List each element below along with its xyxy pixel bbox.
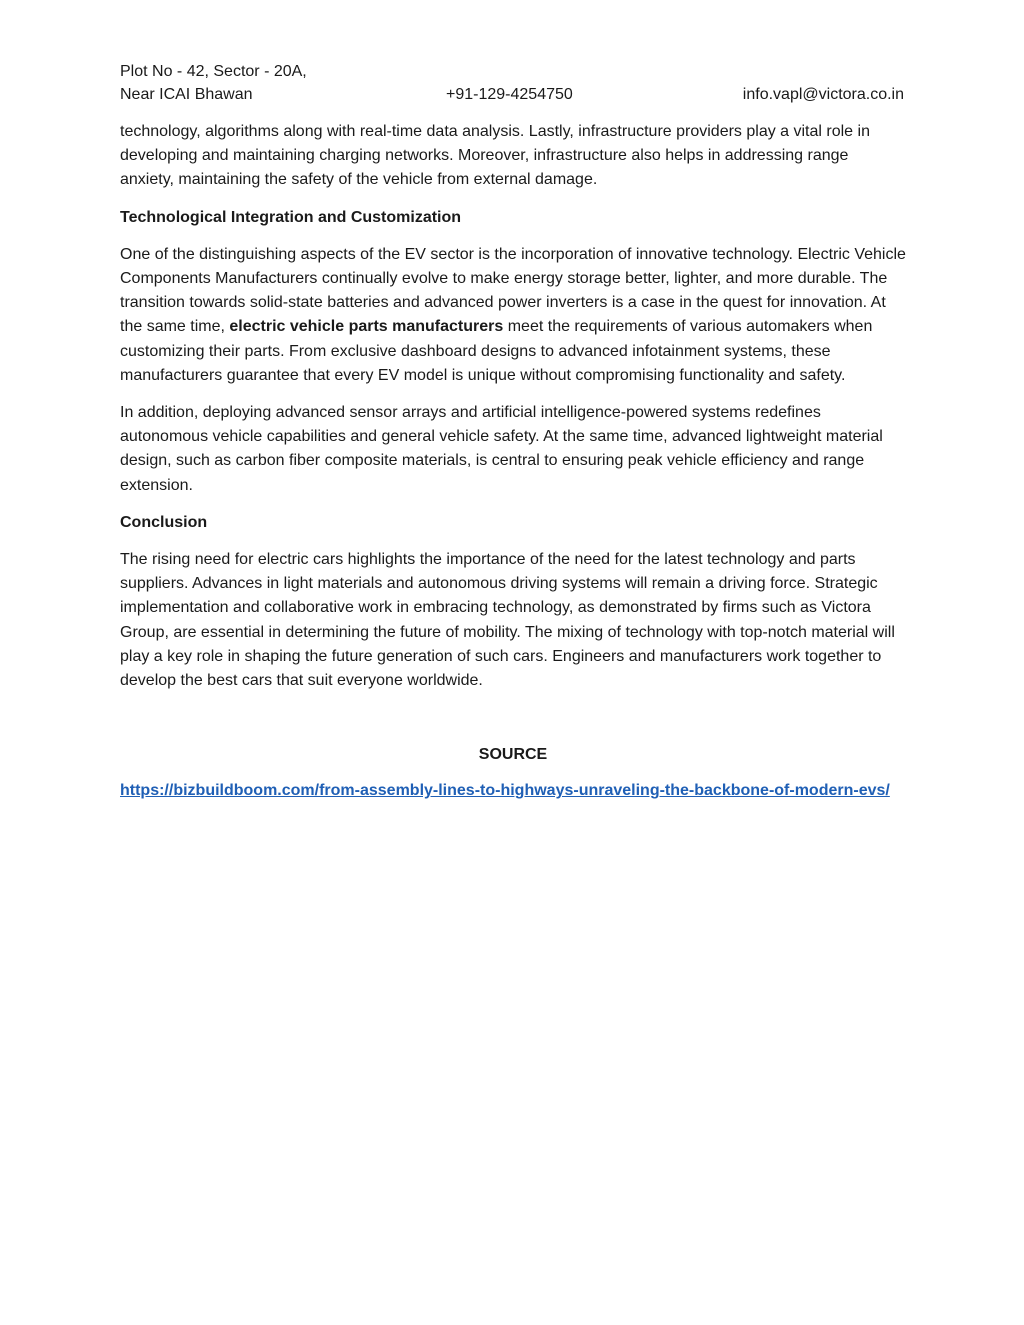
section-heading-technological-integration: Technological Integration and Customization: [120, 208, 462, 226]
section-heading-conclusion: Conclusion: [120, 513, 208, 531]
conclusion-paragraph: The rising need for electric cars highlights the importance of the need for the latest technology and parts suppliers. Advances in light materials and autonomous driving systems will remain a driving force. Strategic implementation and collaborative work in embracing technology, as demonstrated by firms such as Victora Group, are essential in determining the future of mobility. The mixing of technology with top-notch material will play a key role in shaping the future generation of such cars. Engineers and manufacturers work together to develop the best cars that suit everyone worldwide.: [120, 551, 895, 690]
section1-p1-text-a: One of the distinguishing aspects of the EV sector is the incorporation of innovative technology. Electric Vehicle Components Manufacturers continually evolve to make energy storage better, lighter, and more durable. The transition towards solid-state batteries and advanced power inverters is a case in the quest for innovation. At the same time,: [120, 245, 906, 336]
source-link[interactable]: https://bizbuildboom.com/from-assembly-lines-to-highways-unraveling-the-backbone-of-modern-evs/: [120, 782, 890, 800]
section1-p1-bold-phrase: electric vehicle parts manufacturers: [229, 318, 504, 336]
source-heading: SOURCE: [478, 746, 548, 764]
section1-paragraph-2: In addition, deploying advanced sensor arrays and artificial intelligence-powered systems redefines autonomous vehicle capabilities and general vehicle safety. At the same time, advanced lightweight material design, such as carbon fiber composite materials, is central to ensuring peak vehicle efficiency and range extension.: [120, 404, 883, 494]
intro-paragraph: technology, algorithms along with real-time data analysis. Lastly, infrastructure providers play a vital role in developing and maintaining charging networks. Moreover, infrastructure also helps in addressing range anxiety, maintaining the safety of the vehicle from external damage.: [120, 123, 870, 189]
source-link-container: [120, 779, 906, 803]
letterhead: [120, 60, 904, 106]
address-contact-row: [120, 83, 904, 106]
section1-p1-text-b: meet the requirements of various automakers when customizing their parts. From exclusive dashboard designs to advanced infotainment systems, these manufacturers guarantee that every EV model is unique without compromising functionality and safety.: [120, 318, 873, 384]
address-line-1: Plot No - 42, Sector - 20A,: [120, 63, 307, 80]
address-line-2: Near ICAI Bhawan: [120, 86, 253, 103]
section1-paragraph-1: [120, 243, 906, 388]
document-body: [120, 120, 906, 817]
phone-number: +91-129-4254750: [446, 86, 573, 103]
email-address: info.vapl@victora.co.in: [742, 86, 904, 103]
